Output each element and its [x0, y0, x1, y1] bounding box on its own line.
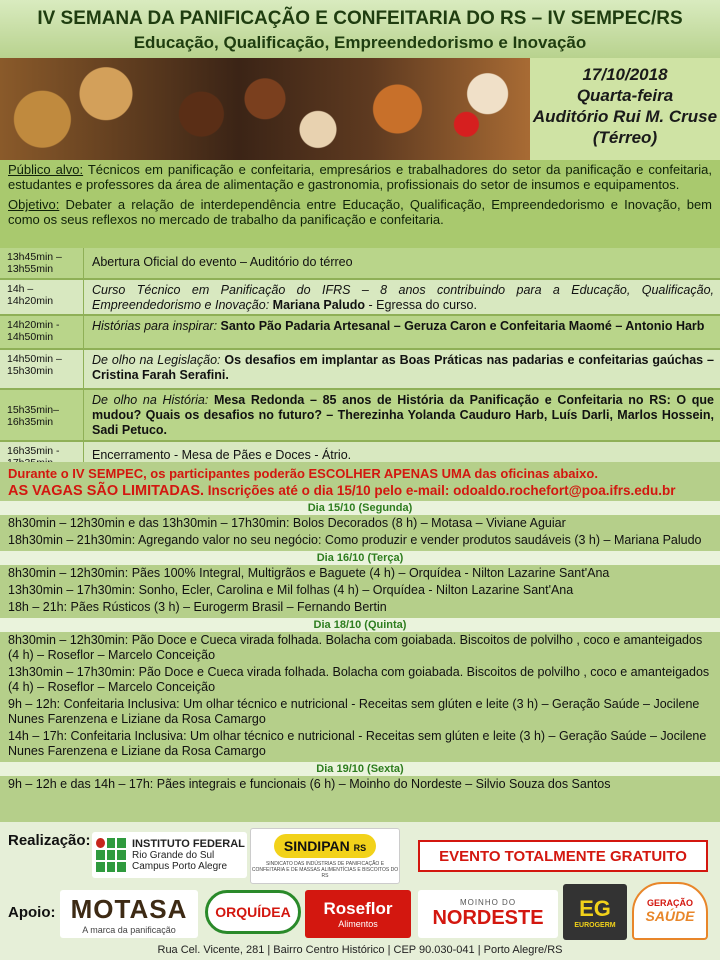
event-venue: Auditório Rui M. Cruse — [532, 107, 718, 126]
schedule-time: 14h – 14h20min — [0, 280, 84, 314]
address: Rua Cel. Vicente, 281 | Bairro Centro Histórico | CEP 90.030-041 | Porto Alegre/RS — [157, 944, 563, 956]
intro-section — [0, 160, 720, 248]
eurogerm-mark-icon: EG — [579, 895, 611, 921]
geracao-name: GERAÇÃO — [646, 898, 693, 908]
day-header: Dia 18/10 (Quinta) — [0, 618, 720, 632]
eurogerm-name: EUROGERM — [574, 921, 616, 929]
schedule-time: 16h35min - — [0, 442, 84, 470]
sindipan-subtitle: SINDICATO DAS INDÚSTRIAS DE PANIFICAÇÃO E CONFEITARIA E DE MASSAS ALIMENTÍCIAS E BISCOITOS DO RS — [251, 860, 399, 879]
event-floor: (Térreo) — [592, 128, 658, 147]
schedule-text: Curso Técnico em Panificação do IFRS – 8 anos contribuindo para a Educação, Qualificação, Empreendedorismo e Inovação: — [92, 283, 714, 312]
workshop-item: 13h30min – 17h30min: Pão Doce e Cueca virada folhada. Bolacha com goiabada. Biscoitos de polvilho , coco e amanteigados (4 h) – Roseflor – Marcelo Conceição — [8, 665, 710, 694]
schedule-row — [0, 390, 720, 442]
objective-paragraph — [8, 197, 712, 227]
schedule-speaker: Os desafios em implantar as Boas Práticas nas padarias e confeitarias gaúchas – Cristina Farah Serafini. — [92, 353, 714, 382]
workshops-section — [0, 462, 720, 822]
page-title: IV SEMANA DA PANIFICAÇÃO E CONFEITARIA DO RS – IV SEMPEC/RS — [37, 8, 683, 29]
sindipan-rs: RS — [353, 842, 367, 853]
schedule-speaker: Mesa Redonda – 85 anos de História da Panificação e Confeitaria no RS: O que mudou? Quais os desafios no futuro? – Therezinha Yolanda Cauduro Harb, Luís Darli, Marlos Hossein, Sadi Petuco. — [92, 393, 714, 437]
schedule-speaker: Santo Pão Padaria Artesanal – Geruza Caron e Confeitaria Maomé – Antonio Harb — [220, 319, 705, 333]
roseflor-name: Roseflor — [323, 899, 393, 918]
schedule-desc — [84, 390, 720, 440]
ifrs-line3: Campus Porto Alegre — [132, 860, 228, 872]
workshops-notice: Durante o IV SEMPEC, os participantes poderão ESCOLHER APENAS UMA das oficinas abaixo. — [8, 466, 598, 481]
nordeste-name: NORDESTE — [432, 907, 544, 929]
event-info — [530, 58, 720, 160]
objective-label: Objetivo: — [8, 197, 60, 212]
schedule-time: 15h35min– 16h35min — [0, 390, 84, 440]
workshop-item: 18h – 21h: Pães Rústicos (3 h) – Eurogerm Brasil – Fernando Bertin — [8, 600, 387, 614]
motasa-name: MOTASA — [70, 893, 188, 924]
workshop-item: 14h – 17h: Confeitaria Inclusiva: Um olhar técnico e nutricional - Receitas sem glúten e leite (3 h) – Geração Saúde – Jocilene Nunes Farenzena e Liziane da Rosa Camargo — [8, 729, 707, 758]
schedule-time: 14h20min - 14h50min — [0, 316, 84, 348]
schedule-time: 14h50min – 15h30min — [0, 350, 84, 388]
schedule-desc — [84, 316, 720, 348]
roseflor-sub: Alimentos — [338, 919, 378, 929]
nordeste-top: MOINHO DO — [459, 898, 517, 907]
day-header: Dia 16/10 (Terça) — [0, 551, 720, 565]
eurogerm-logo — [563, 884, 627, 940]
schedule-desc — [84, 248, 720, 278]
event-weekday: Quarta-feira — [576, 86, 674, 105]
ifrs-mark-icon — [96, 838, 126, 872]
workshop-item: 13h30min – 17h30min: Sonho, Ecler, Carolina e Mil folhas (4 h) – Orquídea - Nilton Lazarine Sant'Ana — [8, 583, 574, 597]
pastry-photo — [0, 58, 530, 160]
motasa-slogan: A marca da panificação — [82, 924, 176, 935]
moinho-nordeste-logo — [418, 890, 558, 938]
workshop-item: 8h30min – 12h30min e das 13h30min – 17h30min: Bolos Decorados (8 h) – Motasa – Viviane Aguiar — [8, 516, 566, 530]
workshop-item: 9h – 12h e das 14h – 17h: Pães integrais e funcionais (6 h) – Moinho do Nordeste – Silvio Souza dos Santos — [8, 777, 611, 791]
schedule-table — [0, 248, 720, 472]
free-event-banner: EVENTO TOTALMENTE GRATUITO — [418, 840, 708, 872]
schedule-text: De olho na Legislação: — [92, 353, 225, 367]
objective-text: Debater a relação de interdependência entre Educação, Qualificação, Empreendedorismo e Inovação, bem como os seus reflexos no mercado de trabalho da panificação e confeitaria. — [8, 197, 712, 227]
sindipan-name: SINDIPAN — [283, 837, 350, 854]
schedule-text: Histórias para inspirar: — [92, 319, 221, 333]
ifrs-name: INSTITUTO FEDERAL — [132, 837, 245, 850]
schedule-speaker: Mariana Paludo — [272, 298, 366, 312]
schedule-row — [0, 248, 720, 280]
schedule-desc — [84, 350, 720, 388]
page-subtitle: Educação, Qualificação, Empreendedorismo e Inovação — [133, 33, 587, 52]
schedule-row — [0, 350, 720, 390]
registration-notice — [0, 481, 720, 499]
audience-label: Público alvo: — [8, 162, 84, 177]
audience-text: Técnicos em panificação e confeitaria, empresários e trabalhadores do setor da panificação e confeitaria, estudantes e professores da área de alimentação e gastronomia, profissionais do setor de insumos e equipamentos. — [8, 162, 712, 192]
workshop-item: 8h30min – 12h30min: Pães 100% Integral, Multigrãos e Baguete (4 h) – Orquídea - Nilton Lazarine Sant'Ana — [8, 566, 610, 580]
workshop-item: 9h – 12h: Confeitaria Inclusiva: Um olhar técnico e nutricional - Receitas sem glúten e leite (3 h) – Geração Saúde – Jocilene Nunes Farenzena e Liziane da Rosa Camargo — [8, 697, 700, 726]
audience-paragraph — [8, 162, 712, 192]
header — [0, 0, 720, 58]
day-header: Dia 19/10 (Sexta) — [0, 762, 720, 776]
limited-spots-text: AS VAGAS SÃO LIMITADAS. — [8, 483, 205, 499]
schedule-text-suffix: - Egressa do curso. — [365, 298, 477, 312]
realizacao-label: Realização: — [8, 832, 91, 849]
ifrs-line2: Rio Grande do Sul — [132, 849, 215, 861]
motasa-logo — [60, 890, 198, 938]
schedule-text: Encerramento - Mesa de Pães e Doces - Átrio. — [92, 448, 352, 462]
registration-text: Inscrições até o dia 15/10 pelo e-mail: odoaldo.rochefort@poa.ifrs.edu.br — [204, 483, 676, 498]
schedule-desc — [84, 280, 720, 314]
schedule-row — [0, 280, 720, 316]
sindipan-logo — [250, 828, 400, 884]
apoio-label: Apoio: — [8, 904, 56, 921]
schedule-row — [0, 316, 720, 350]
schedule-text: Abertura Oficial do evento – Auditório do térreo — [92, 255, 353, 269]
roseflor-logo — [305, 890, 411, 938]
schedule-text: De olho na História: — [92, 393, 214, 407]
ifrs-logo — [92, 832, 247, 878]
orquidea-logo: ORQUÍDEA — [205, 890, 301, 934]
schedule-time: 13h45min – 13h55min — [0, 248, 84, 278]
workshop-item: 18h30min – 21h30min: Agregando valor no seu negócio: Como produzir e vender produtos saudáveis (3 h) – Mariana Paludo — [8, 533, 702, 547]
day-header: Dia 15/10 (Segunda) — [0, 501, 720, 515]
event-date: 17/10/2018 — [582, 65, 668, 84]
saude-name: SAÚDE — [645, 908, 695, 924]
geracao-saude-logo — [632, 882, 708, 940]
workshop-item: 8h30min – 12h30min: Pão Doce e Cueca virada folhada. Bolacha com goiabada. Biscoitos de polvilho , coco e amanteigados (4 h) – Roseflor – Marcelo Conceição — [8, 633, 703, 662]
